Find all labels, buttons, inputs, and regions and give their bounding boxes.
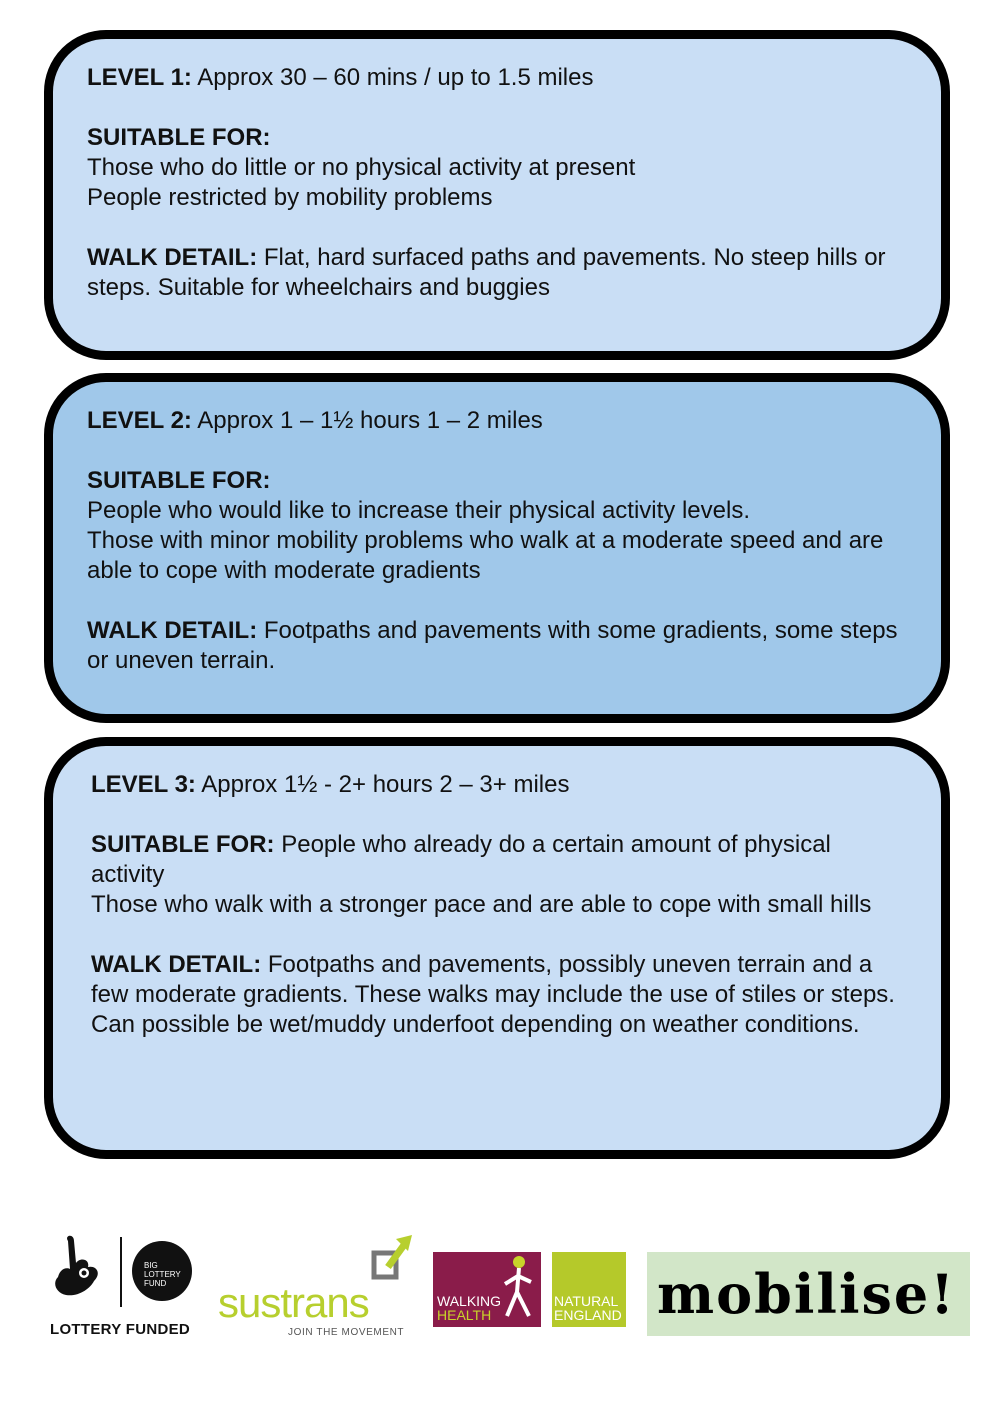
level-3-suitable-line-1: Those who walk with a stronger pace and are able to cope with small hills: [91, 891, 872, 918]
level-2-detail: [87, 616, 907, 676]
level-2-detail-text: Footpaths and pavements with some gradients, some steps or uneven terrain.: [87, 617, 898, 674]
natural-england-logo: [552, 1252, 626, 1327]
level-3-detail-text: Footpaths and pavements, possibly uneven terrain and a few moderate gradients. These walks may include the use of stiles or steps. Can possible be wet/muddy underfoot depending on weather conditions.: [91, 951, 895, 1038]
level-1-detail: [87, 243, 907, 303]
level-1-suitable-label: SUITABLE FOR:: [87, 124, 271, 151]
sustrans-wordmark: sustrans: [218, 1279, 369, 1326]
level-3-suitable-inline: People who already do a certain amount of physical activity: [91, 831, 831, 888]
mobilise-logo: [647, 1252, 970, 1336]
sustrans-tagline: JOIN THE MOVEMENT: [288, 1327, 405, 1338]
natural-england-text: [554, 1294, 622, 1322]
level-2-label: LEVEL 2:: [87, 407, 192, 434]
level-2-card: [44, 373, 950, 723]
mobilise-wordmark: mobilise!: [657, 1262, 956, 1326]
level-3-suitable-label: SUITABLE FOR:: [91, 831, 275, 858]
level-2-suitable-line-2: Those with minor mobility problems who walk at a moderate speed and are able to cope with moderate gradients: [87, 527, 884, 584]
level-1-card: [44, 30, 950, 360]
level-1-suitable-line-2: People restricted by mobility problems: [87, 184, 493, 211]
walking-for-health-text: [437, 1294, 501, 1322]
level-2-suitable-label: SUITABLE FOR:: [87, 467, 271, 494]
level-3-detail: [91, 950, 907, 1040]
level-3-suitable: [91, 830, 907, 890]
level-1-label: LEVEL 1:: [87, 64, 192, 91]
level-1-suitable-line-1: Those who do little or no physical activity at present: [87, 154, 636, 181]
sponsor-logos: [0, 1225, 1000, 1355]
big-lottery-line-3: FUND: [144, 1279, 167, 1288]
walking-figure-icon: [499, 1254, 539, 1324]
level-3-heading: [91, 770, 907, 800]
big-lottery-line-2: LOTTERY: [144, 1270, 181, 1279]
level-3-duration: Approx 1½ - 2+ hours 2 – 3+ miles: [201, 771, 570, 798]
sustrans-logo: [218, 1231, 418, 1341]
big-lottery-line-1: BIG: [144, 1261, 158, 1270]
walking-for-health-logo: [433, 1252, 541, 1327]
lottery-funded-logo: [50, 1233, 200, 1343]
lottery-funded-text: LOTTERY FUNDED: [50, 1321, 191, 1338]
level-1-detail-label: WALK DETAIL:: [87, 244, 258, 271]
level-1-detail-text: Flat, hard surfaced paths and pavements. No steep hills or steps. Suitable for wheelchairs and buggies: [87, 244, 886, 301]
level-2-suitable-line-1: People who would like to increase their physical activity levels.: [87, 497, 750, 524]
level-1-duration: Approx 30 – 60 mins / up to 1.5 miles: [197, 64, 594, 91]
level-2-detail-label: WALK DETAIL:: [87, 617, 258, 644]
wfh-line-2: HEALTH: [437, 1307, 492, 1323]
level-1-suitable: [87, 123, 907, 153]
level-2-suitable: [87, 466, 907, 496]
level-3-label: LEVEL 3:: [91, 771, 196, 798]
level-2-heading: [87, 406, 907, 436]
wfh-line-1: WALKING: [437, 1293, 502, 1309]
big-lottery-fund-logo: [132, 1241, 192, 1301]
sustrans-arrow-icon: [366, 1231, 426, 1291]
ne-line-1: NATURAL: [554, 1293, 619, 1309]
ne-line-2: ENGLAND: [554, 1307, 622, 1323]
level-3-card: [44, 737, 950, 1159]
lottery-hand-icon: [50, 1233, 110, 1303]
level-1-heading: [87, 63, 907, 93]
level-2-duration: Approx 1 – 1½ hours 1 – 2 miles: [197, 407, 543, 434]
logo-divider: [120, 1237, 122, 1307]
level-3-detail-label: WALK DETAIL:: [91, 951, 262, 978]
